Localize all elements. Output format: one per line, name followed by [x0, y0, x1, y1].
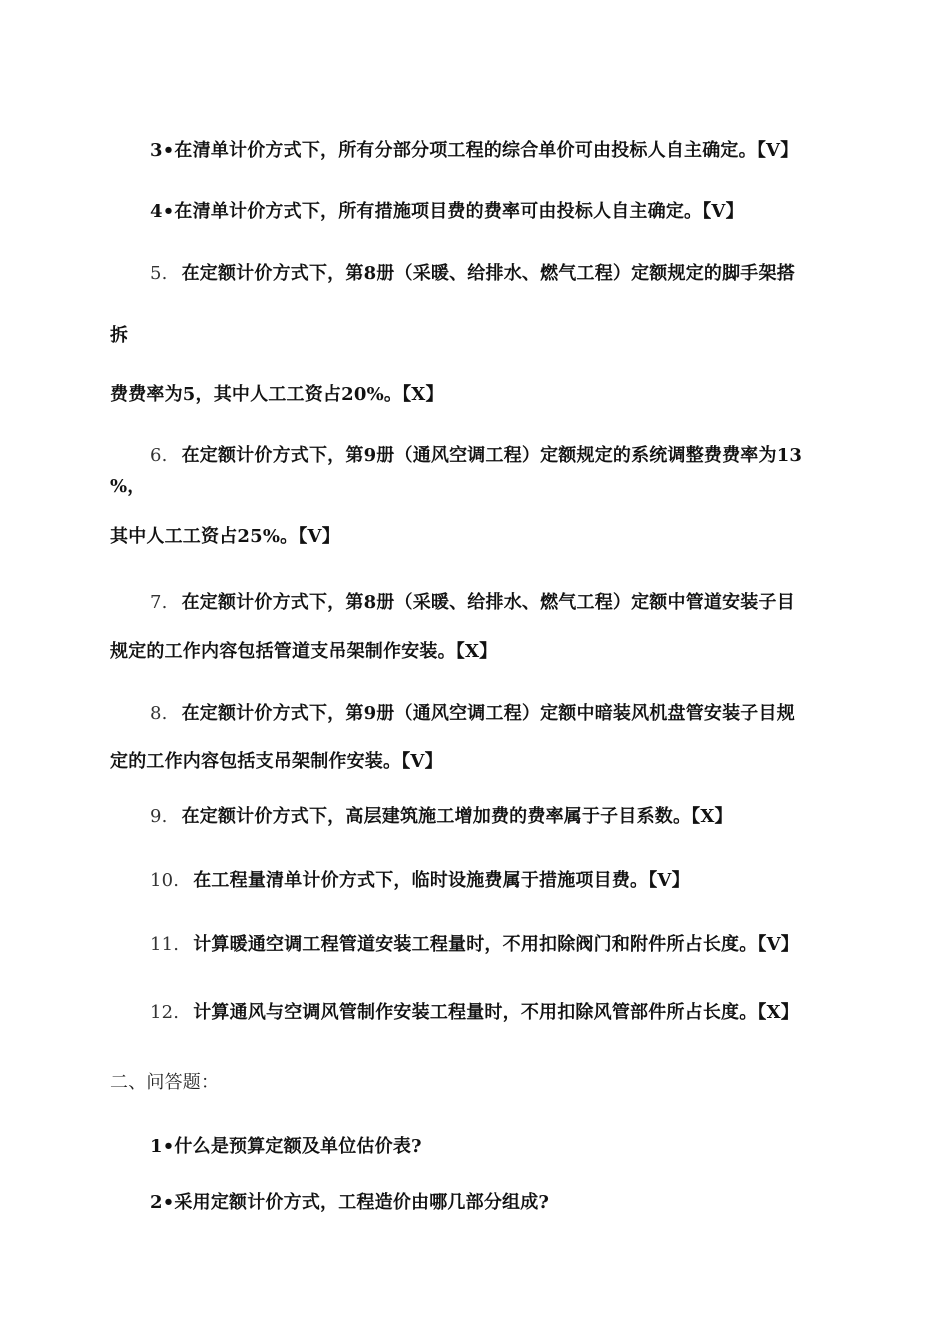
tf-item-6-continuation-2 [110, 525, 340, 549]
tf-item-5-text: 在定额计价方式下，第8册（采暖、给排水、燃气工程）定额规定的脚手架搭 [181, 263, 795, 284]
section-heading-text: 二、问答题： [110, 1072, 220, 1093]
tf-item-7-continuation-1 [110, 640, 497, 664]
qa-item-2-text: 2•采用定额计价方式，工程造价由哪几部分组成? [150, 1192, 550, 1213]
tf-item-11 [150, 933, 799, 957]
qa-item-1-text: 1•什么是预算定额及单位估价表? [150, 1136, 422, 1157]
tf-item-3 [150, 139, 798, 163]
tf-item-7-number: 7. [150, 592, 168, 613]
tf-item-6 [150, 444, 802, 468]
tf-item-10 [150, 869, 690, 893]
tf-item-12 [150, 1001, 799, 1025]
tf-item-12-number: 12. [150, 1002, 180, 1023]
tf-item-5-continuation-1 [110, 324, 128, 348]
tf-item-10-number: 10. [150, 870, 180, 891]
tf-item-5-continuation-2 [110, 383, 444, 407]
tf-item-8 [150, 702, 795, 726]
section-heading [110, 1071, 219, 1095]
tf-item-6-cont-text-2: 其中人工工资占25%。【V】 [110, 526, 340, 547]
tf-item-10-text: 在工程量清单计价方式下，临时设施费属于措施项目费。【V】 [193, 870, 690, 891]
tf-item-6-number: 6. [150, 445, 168, 466]
tf-item-8-text: 在定额计价方式下，第9册（通风空调工程）定额中暗装风机盘管安装子目规 [181, 703, 795, 724]
tf-item-5-number: 5. [150, 263, 168, 284]
tf-item-6-cont-text-1: %， [110, 476, 146, 497]
tf-item-11-number: 11. [150, 934, 180, 955]
qa-item-2 [150, 1191, 549, 1215]
tf-item-9-text: 在定额计价方式下，高层建筑施工增加费的费率属于子目系数。【X】 [181, 806, 733, 827]
tf-item-4 [150, 200, 744, 224]
tf-item-9-number: 9. [150, 806, 168, 827]
tf-item-5 [150, 262, 795, 286]
tf-item-7 [150, 591, 795, 615]
tf-item-5-cont-text-1: 拆 [110, 325, 129, 346]
tf-item-6-continuation-1 [110, 475, 146, 499]
qa-item-1 [150, 1135, 422, 1159]
tf-item-4-text: 4•在清单计价方式下，所有措施项目费的费率可由投标人自主确定。【V】 [150, 201, 744, 222]
tf-item-6-text: 在定额计价方式下，第9册（通风空调工程）定额规定的系统调整费费率为13 [181, 445, 803, 466]
tf-item-12-text: 计算通风与空调风管制作安装工程量时，不用扣除风管部件所占长度。【X】 [193, 1002, 799, 1023]
tf-item-8-continuation-1 [110, 750, 443, 774]
tf-item-8-cont-text-1: 定的工作内容包括支吊架制作安装。【V】 [110, 751, 443, 772]
tf-item-9 [150, 805, 733, 829]
tf-item-11-text: 计算暖通空调工程管道安装工程量时，不用扣除阀门和附件所占长度。【V】 [193, 934, 799, 955]
tf-item-7-text: 在定额计价方式下，第8册（采暖、给排水、燃气工程）定额中管道安装子目 [181, 592, 795, 613]
tf-item-7-cont-text-1: 规定的工作内容包括管道支吊架制作安装。【X】 [110, 641, 498, 662]
tf-item-3-text: 3•在清单计价方式下，所有分部分项工程的综合单价可由投标人自主确定。【V】 [150, 140, 799, 161]
tf-item-5-cont-text-2: 费费率为5，其中人工工资占20%。【X】 [110, 384, 444, 405]
tf-item-8-number: 8. [150, 703, 168, 724]
